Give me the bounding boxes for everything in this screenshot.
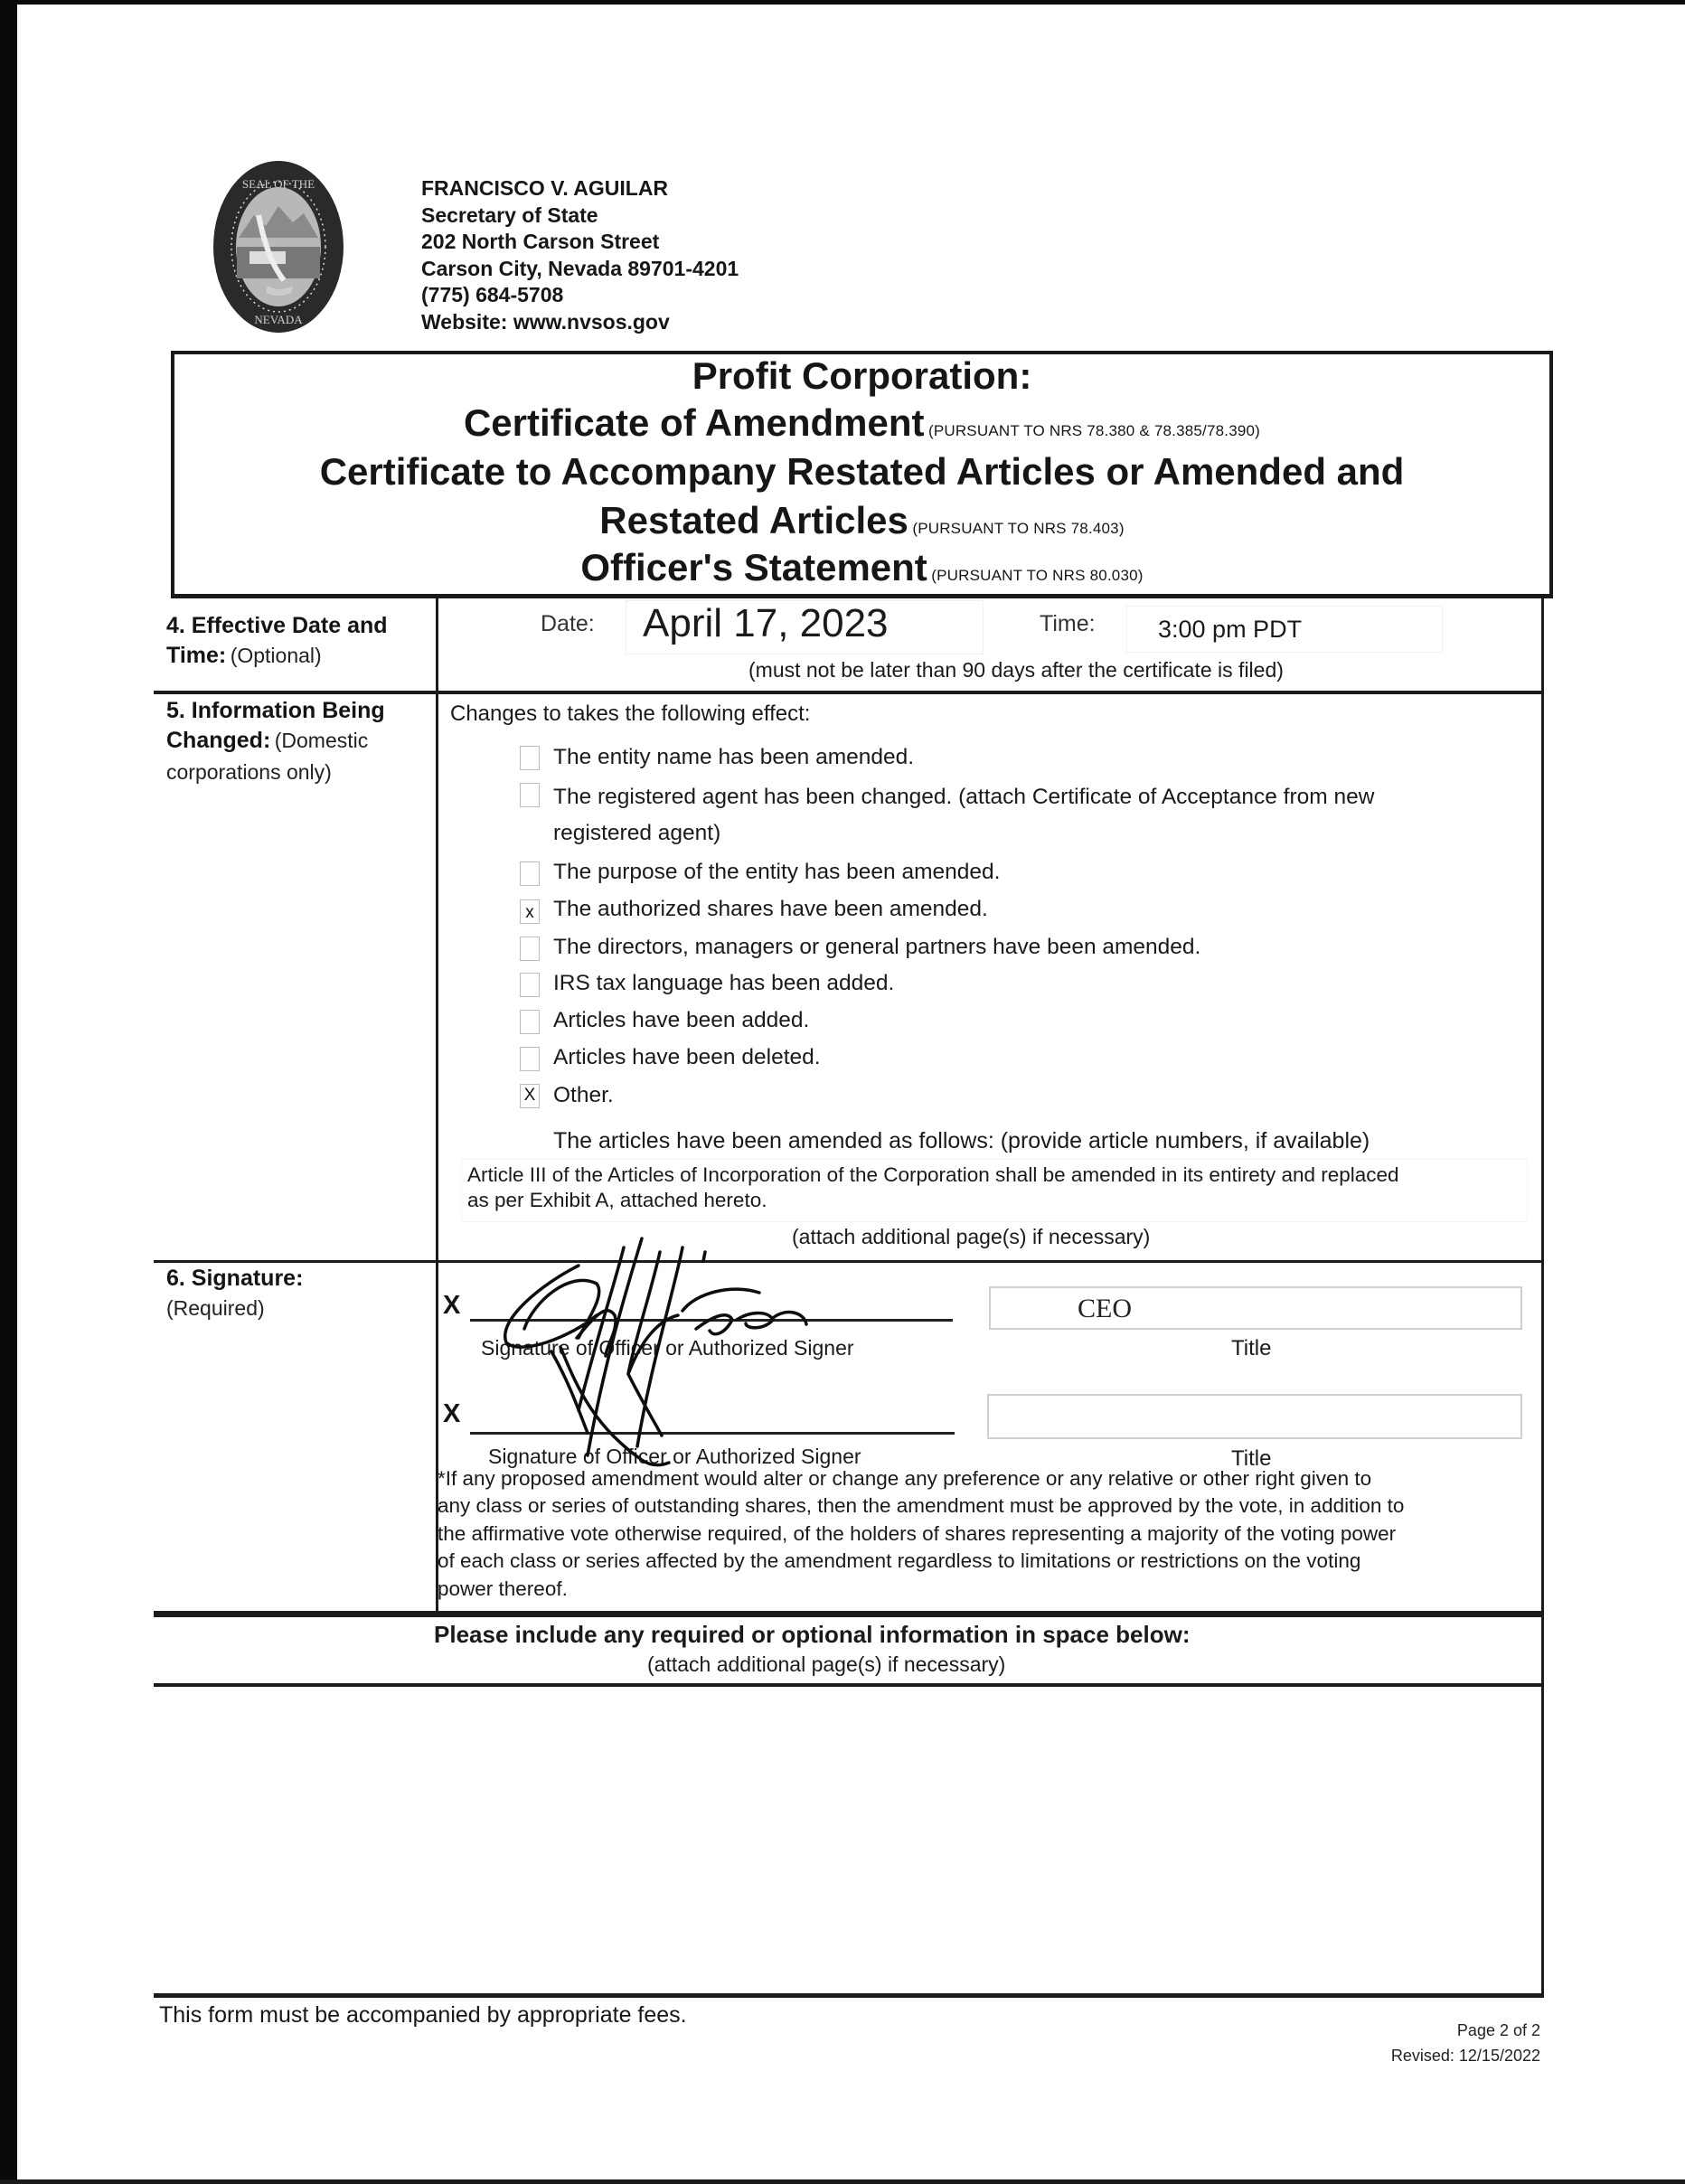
signature-2-caption: Signature of Officer or Authorized Signer xyxy=(488,1445,861,1468)
effective-date-field[interactable] xyxy=(626,600,984,654)
additional-info-bottom-rule xyxy=(154,1993,1544,1998)
entity-name-checkbox[interactable] xyxy=(520,746,540,770)
scan-border-top xyxy=(0,0,1685,5)
nevada-state-seal-icon xyxy=(213,161,344,333)
effective-date-value: April 17, 2023 xyxy=(643,601,889,645)
date-label: Date: xyxy=(541,611,595,636)
signature-1-x-mark: X xyxy=(443,1291,461,1320)
title-line-2: Certificate of Amendment (PURSUANT TO NRS 78.380 & 78.385/78.390) xyxy=(463,401,1261,444)
additional-info-subheading: (attach additional page(s) if necessary) xyxy=(647,1652,1006,1676)
purpose-label: The purpose of the entity has been amended. xyxy=(553,860,1001,884)
form-title-box xyxy=(171,351,1553,598)
form-right-border xyxy=(1541,598,1544,1998)
attach-pages-note: (attach additional page(s) if necessary) xyxy=(792,1225,1151,1248)
secretary-of-state-block xyxy=(421,175,739,335)
scan-border-left xyxy=(0,0,17,2184)
handwritten-signature-icon xyxy=(470,1229,886,1473)
amended-prompt: The articles have been amended as follows: (provide article numbers, if available) xyxy=(553,1128,1370,1153)
registered-agent-label-cont: registered agent) xyxy=(553,821,721,845)
directors-checkbox[interactable] xyxy=(520,937,540,961)
articles-added-label: Articles have been added. xyxy=(553,1008,810,1032)
title-line-5: Officer's Statement (PURSUANT TO NRS 80.030) xyxy=(580,546,1144,588)
title-2-caption: Title xyxy=(1231,1446,1272,1471)
amendment-text-line-2: as per Exhibit A, attached hereto. xyxy=(467,1189,767,1211)
svg-text:NEVADA: NEVADA xyxy=(254,313,303,326)
additional-info-heading: Please include any required or optional information in space below: xyxy=(434,1621,1191,1648)
additional-info-area[interactable] xyxy=(155,1689,1540,1992)
scan-border-bottom xyxy=(0,2179,1685,2184)
section-5-label: 5. Information Being Changed: (Domestic corporations only) xyxy=(166,698,385,784)
amendment-text-line-1: Article III of the Articles of Incorporation of the Corporation shall be amended in its entirety and replaced xyxy=(467,1163,1399,1186)
authorized-shares-label: The authorized shares have been amended. xyxy=(553,897,988,921)
signature-2-x-mark: X xyxy=(443,1399,461,1428)
phone: (775) 684-5708 xyxy=(421,283,564,306)
entity-name-label: The entity name has been amended. xyxy=(553,745,915,769)
section-6-label: 6. Signature: (Required) xyxy=(166,1266,304,1320)
effective-time-value: 3:00 pm PDT xyxy=(1158,616,1303,643)
authorized-shares-checkbox[interactable]: x xyxy=(520,899,540,924)
effective-time-field[interactable] xyxy=(1126,606,1443,653)
title-line-4: Restated Articles (PURSUANT TO NRS 78.403) xyxy=(599,499,1125,541)
signer-2-title-field[interactable] xyxy=(987,1394,1522,1439)
section-6-bottom-rule xyxy=(154,1611,1544,1617)
signer-1-title-value: CEO xyxy=(1078,1294,1132,1323)
office-title: Secretary of State xyxy=(421,202,598,227)
effective-date-note: (must not be later than 90 days after the certificate is filed) xyxy=(748,658,1284,682)
title-line-3: Certificate to Accompany Restated Articles or Amended and xyxy=(319,450,1405,493)
purpose-checkbox[interactable] xyxy=(520,861,540,886)
additional-info-heading-rule xyxy=(154,1683,1544,1687)
revised-date: Revised: 12/15/2022 xyxy=(1390,2047,1540,2065)
signature-1-caption: Signature of Officer or Authorized Signer xyxy=(481,1336,854,1360)
signer-1-title-field[interactable] xyxy=(989,1286,1522,1330)
changes-intro: Changes to takes the following effect: xyxy=(450,701,811,726)
section-4-label: 4. Effective Date and Time: (Optional) xyxy=(166,613,388,668)
address-line-2: Carson City, Nevada 89701-4201 xyxy=(421,256,739,280)
section-4-bottom-rule xyxy=(154,691,1544,694)
official-name: FRANCISCO V. AGUILAR xyxy=(421,176,669,200)
articles-added-checkbox[interactable] xyxy=(520,1010,540,1034)
registered-agent-label: The registered agent has been changed. (attach Certificate of Acceptance from new xyxy=(553,785,1375,809)
other-label: Other. xyxy=(553,1083,614,1107)
irs-tax-label: IRS tax language has been added. xyxy=(553,971,895,995)
fees-note: This form must be accompanied by appropriate fees. xyxy=(159,2002,687,2028)
directors-label: The directors, managers or general partners have been amended. xyxy=(553,935,1201,959)
time-label: Time: xyxy=(1040,611,1096,636)
registered-agent-checkbox[interactable] xyxy=(520,783,540,807)
title-line-1: Profit Corporation: xyxy=(692,354,1032,397)
articles-deleted-label: Articles have been deleted. xyxy=(553,1045,821,1069)
svg-text:SEAL OF THE: SEAL OF THE xyxy=(241,177,315,191)
website: Website: www.nvsos.gov xyxy=(421,309,670,334)
articles-deleted-checkbox[interactable] xyxy=(520,1047,540,1071)
page-number: Page 2 of 2 xyxy=(1456,2021,1540,2039)
address-line-1: 202 North Carson Street xyxy=(421,230,660,253)
amendment-text-field[interactable] xyxy=(461,1159,1528,1222)
title-1-caption: Title xyxy=(1231,1336,1272,1360)
other-checkbox[interactable]: X xyxy=(520,1084,540,1108)
label-column-divider xyxy=(436,598,438,1613)
irs-tax-checkbox[interactable] xyxy=(520,973,540,997)
